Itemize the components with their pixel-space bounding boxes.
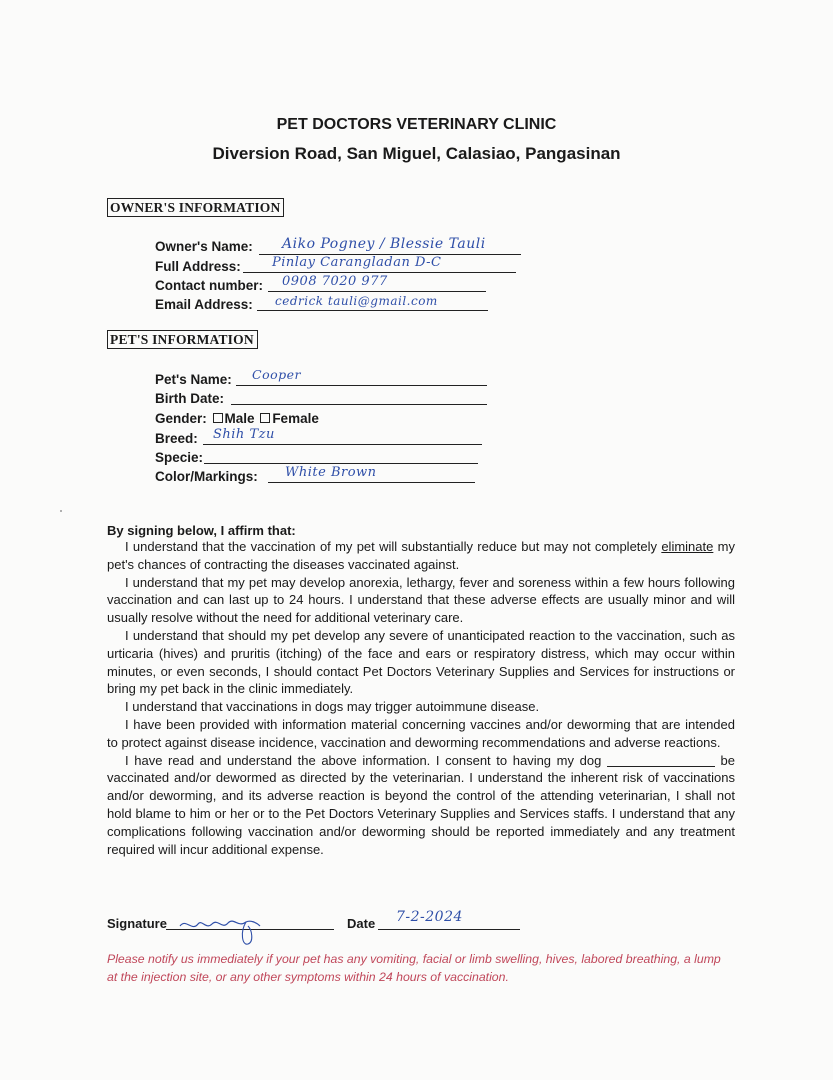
- gender-label: Gender:: [155, 411, 207, 426]
- owner-name-label: Owner's Name:: [155, 239, 253, 254]
- affirmation-paragraph: I have been provided with information material concerning vaccines and/or deworming that are intended to protect against disease incidence, vaccination and deworming recommendations and adverse reactions.: [107, 716, 735, 750]
- breed-label: Breed:: [155, 431, 198, 446]
- gender-row: [155, 411, 319, 426]
- female-checkbox[interactable]: [260, 413, 270, 423]
- affirmation-heading: By signing below, I affirm that:: [107, 523, 296, 538]
- owner-name-value: Aiko Pogney / Blessie Tauli: [282, 236, 486, 252]
- pet-name-value: Cooper: [252, 367, 301, 382]
- date-label: Date: [347, 916, 376, 931]
- birth-date-label: Birth Date:: [155, 391, 225, 406]
- affirmation-paragraph: I understand that vaccinations in dogs may trigger autoimmune disease.: [125, 699, 540, 715]
- contact-label: Contact number:: [155, 278, 263, 293]
- footer-note: Please notify us immediately if your pet has any vomiting, facial or limb swelling, hives, labored breathing, a lump at the injection site, or any other symptoms within 24 hours of vaccination.: [107, 952, 721, 984]
- color-value: White Brown: [285, 465, 377, 480]
- affirmation-paragraph: I understand that should my pet develop any severe of unanticipated reaction to the vaccination, such as urticaria (hives) and pruritis (itching) of the face and ears or respiratory distress, which may occur within minutes, or even seconds, I should contact Pet Doctors Veterinary Supplies and Services for instructions or bring my pet back in the clinic immediately.: [107, 627, 735, 697]
- color-label: Color/Markings:: [155, 469, 258, 484]
- email-value: cedrick tauli@gmail.com: [275, 294, 438, 308]
- affirmation-paragraph: I understand that my pet may develop anorexia, lethargy, fever and soreness within a few hours following vaccination and can last up to 24 hours. I understand that these adverse effects are usually minor and will usually resolve without the need for additional veterinary care.: [107, 574, 735, 626]
- p6-text-end: be vaccinated and/or dewormed as directed by the veterinarian. I understand the inherent risk of vaccinations and/or deworming, and its adverse reaction is beyond the control of the attending veterinarian, I shall not hold blame to him or her or to the Pet Doctors Veterinary Supplies and Services staffs. I understand that any complications following vaccination and/or deworming should be reported immediately and any treatment required will incur additional expense.: [107, 752, 735, 857]
- scan-speck: [60, 510, 62, 512]
- breed-value: Shih Tzu: [213, 427, 275, 442]
- female-label: Female: [272, 411, 319, 426]
- p6-text: I have read and understand the above information. I consent to having my dog: [125, 752, 607, 768]
- male-label: Male: [224, 411, 255, 426]
- birth-date-line[interactable]: [231, 390, 487, 405]
- p1-text: I understand that the vaccination of my pet will substantially reduce but may not completely: [125, 539, 662, 554]
- affirmation-paragraph: [107, 752, 735, 859]
- specie-line[interactable]: [204, 449, 478, 464]
- specie-label: Specie:: [155, 450, 204, 465]
- p1-text-end: my pet's chances of contracting the diseases vaccinated against.: [107, 539, 735, 572]
- pet-section-title: PET'S INFORMATION: [107, 330, 258, 349]
- male-checkbox[interactable]: [213, 413, 223, 423]
- address-label: Full Address:: [155, 259, 241, 274]
- clinic-name: PET DOCTORS VETERINARY CLINIC: [276, 116, 557, 133]
- affirmation-body: [107, 538, 735, 858]
- p1-underlined-word: eliminate: [661, 539, 714, 554]
- date-value: 7-2-2024: [396, 909, 463, 925]
- owner-section-title: OWNER'S INFORMATION: [107, 198, 284, 217]
- dog-name-blank[interactable]: [607, 754, 715, 767]
- signature-label: Signature: [107, 916, 167, 931]
- clinic-address: Diversion Road, San Miguel, Calasiao, Pangasinan: [212, 144, 621, 163]
- signature-scribble: [176, 906, 266, 950]
- pet-name-label: Pet's Name:: [155, 372, 232, 387]
- affirmation-paragraph: [107, 538, 735, 574]
- contact-value: 0908 7020 977: [282, 274, 388, 289]
- address-value: Pinlay Carangladan D-C: [272, 255, 442, 270]
- email-label: Email Address:: [155, 297, 253, 312]
